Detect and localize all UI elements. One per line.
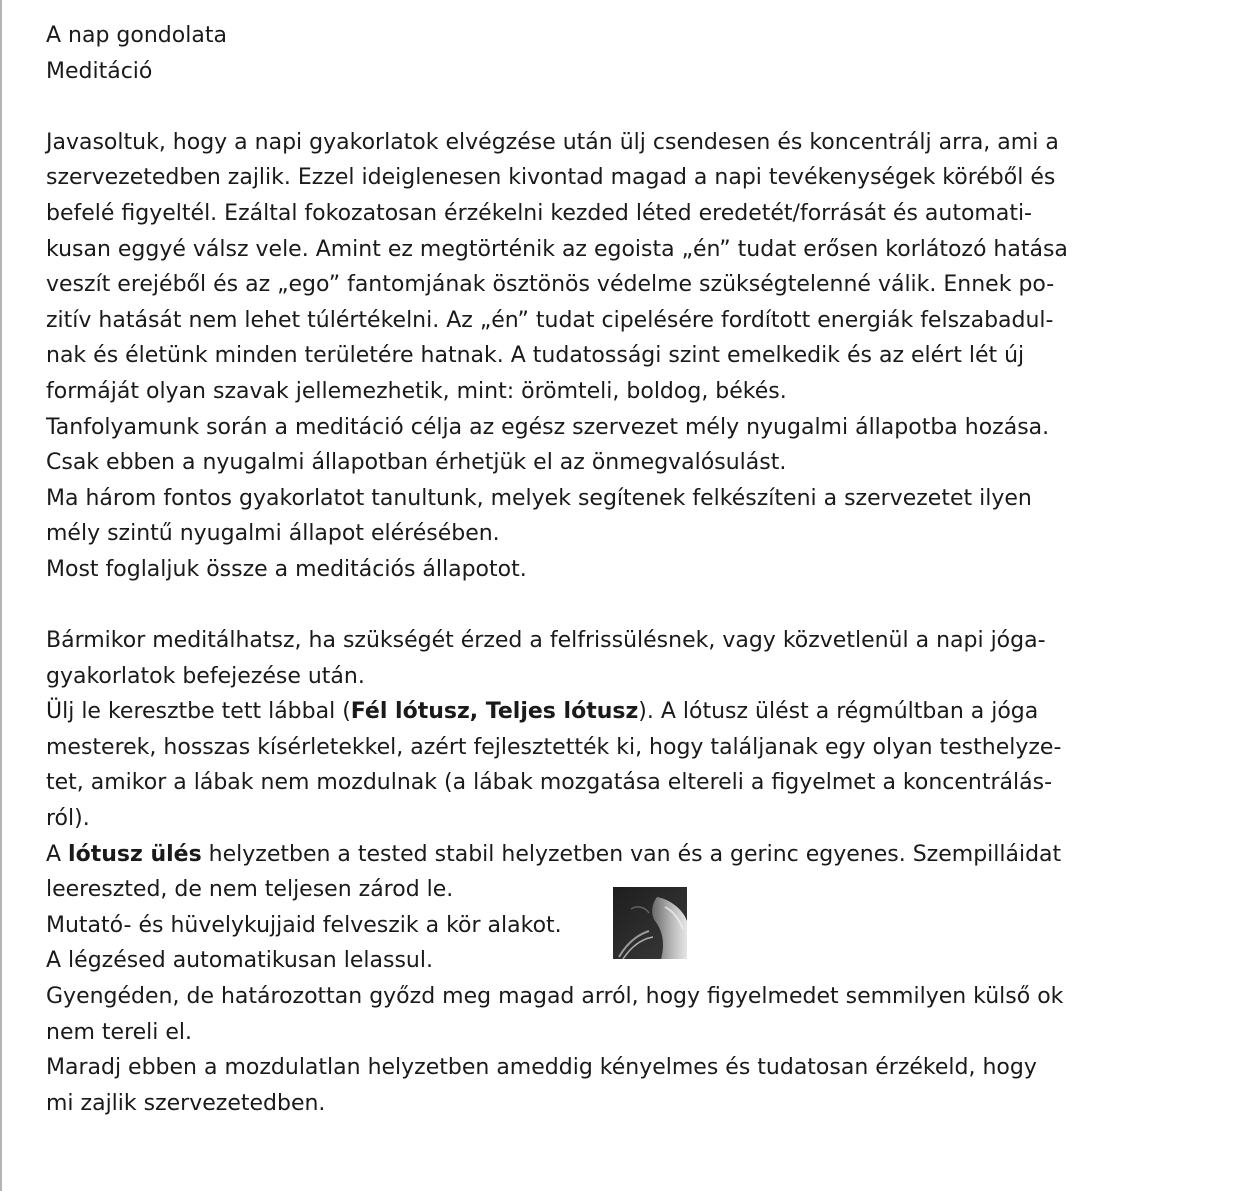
bold-lotus-names: Fél lótusz, Teljes lótusz: [350, 699, 639, 725]
document-subtitle: Meditáció: [46, 58, 153, 84]
text-line: nak és életünk minden területére hatnak. A tudatossági szint emelkedik és az elért lét új: [46, 343, 1025, 369]
paragraph-gap: [46, 588, 1216, 624]
text-run: Ülj le keresztbe tett lábbal (: [46, 699, 351, 725]
text-run: ). A lótusz ülést a régmúltban a jóga: [638, 699, 1039, 725]
text-line: befelé figyeltél. Ezáltal fokozatosan érzékelni kezded léted eredetét/forrását és automati-: [46, 200, 1032, 226]
text-line: zitív hatását nem lehet túlértékelni. Az „én” tudat cipelésére fordított energiák felszabadul-: [46, 307, 1054, 333]
text-line: nem tereli el.: [46, 1019, 193, 1045]
text-line: A légzésed automatikusan lelassul.: [46, 948, 433, 974]
text-line: kusan eggyé válsz vele. Amint ez megtörténik az egoista „én” tudat erősen korlátozó hatása: [46, 236, 1068, 262]
text-line: mesterek, hosszas kísérletekkel, azért fejlesztették ki, hogy találjanak egy olyan testhelyze-: [46, 734, 1062, 760]
text-line: mély szintű nyugalmi állapot elérésében.: [46, 521, 500, 547]
text-line: veszít erejéből és az „ego” fantomjának ösztönös védelme szükségtelenné válik. Ennek po-: [46, 272, 1055, 298]
paragraph-gap: [46, 89, 1216, 125]
text-line: gyakorlatok befejezése után.: [46, 663, 365, 689]
text-line: Tanfolyamunk során a meditáció célja az egész szervezet mély nyugalmi állapotba hozása.: [46, 414, 1050, 440]
text-line: Ma három fontos gyakorlatot tanultunk, melyek segítenek felkészíteni a szervezetet ilyen: [46, 485, 1032, 511]
text-line: Gyengéden, de határozottan győzd meg magad arról, hogy figyelmedet semmilyen külső ok: [46, 984, 1064, 1010]
bold-lotus-seat: lótusz ülés: [68, 841, 202, 867]
text-line-lotus: [46, 694, 1216, 730]
text-line: szervezetedben zajlik. Ezzel ideiglenesen kivontad magad a napi tevékenységek köréből és: [46, 165, 1056, 191]
text-line: ról).: [46, 806, 90, 832]
text-line: Bármikor meditálhatsz, ha szükségét érzed a felfrissülésnek, vagy közvetlenül a napi jóga-: [46, 628, 1046, 654]
text-line: formáját olyan szavak jellemezhetik, mint: örömteli, boldog, békés.: [46, 378, 787, 404]
text-line: Javasoltuk, hogy a napi gyakorlatok elvégzése után ülj csendesen és koncentrálj arra, ami a: [46, 129, 1059, 155]
paragraph-instructions: [46, 623, 1216, 1121]
text-run: A: [46, 841, 69, 867]
document-title: A nap gondolata: [46, 23, 227, 48]
hand-mudra-photo: [613, 887, 687, 959]
text-run: helyzetben a tested stabil helyzetben van és a gerinc egyenes. Szempilláidat: [201, 841, 1062, 867]
text-line: tet, amikor a lábak nem mozdulnak (a lábak mozgatása eltereli a figyelmet a koncentrálás-: [46, 770, 1053, 796]
text-line: Csak ebben a nyugalmi állapotban érhetjük el az önmegvalósulást.: [46, 450, 787, 476]
text-line: leereszted, de nem teljesen zárod le.: [46, 877, 454, 903]
paragraph-intro: [46, 125, 1216, 588]
text-line: mi zajlik szervezetedben.: [46, 1090, 326, 1116]
text-line-seat: [46, 837, 1216, 873]
hand-photo-graphic: [613, 887, 687, 959]
text-line: Mutató- és hüvelykujjaid felveszik a kör alakot.: [46, 912, 562, 938]
text-line: Most foglaljuk össze a meditációs állapotot.: [46, 556, 527, 582]
page-left-border: [0, 0, 2, 1191]
text-line: Maradj ebben a mozdulatlan helyzetben ameddig kényelmes és tudatosan érzékeld, hogy: [46, 1055, 1037, 1081]
